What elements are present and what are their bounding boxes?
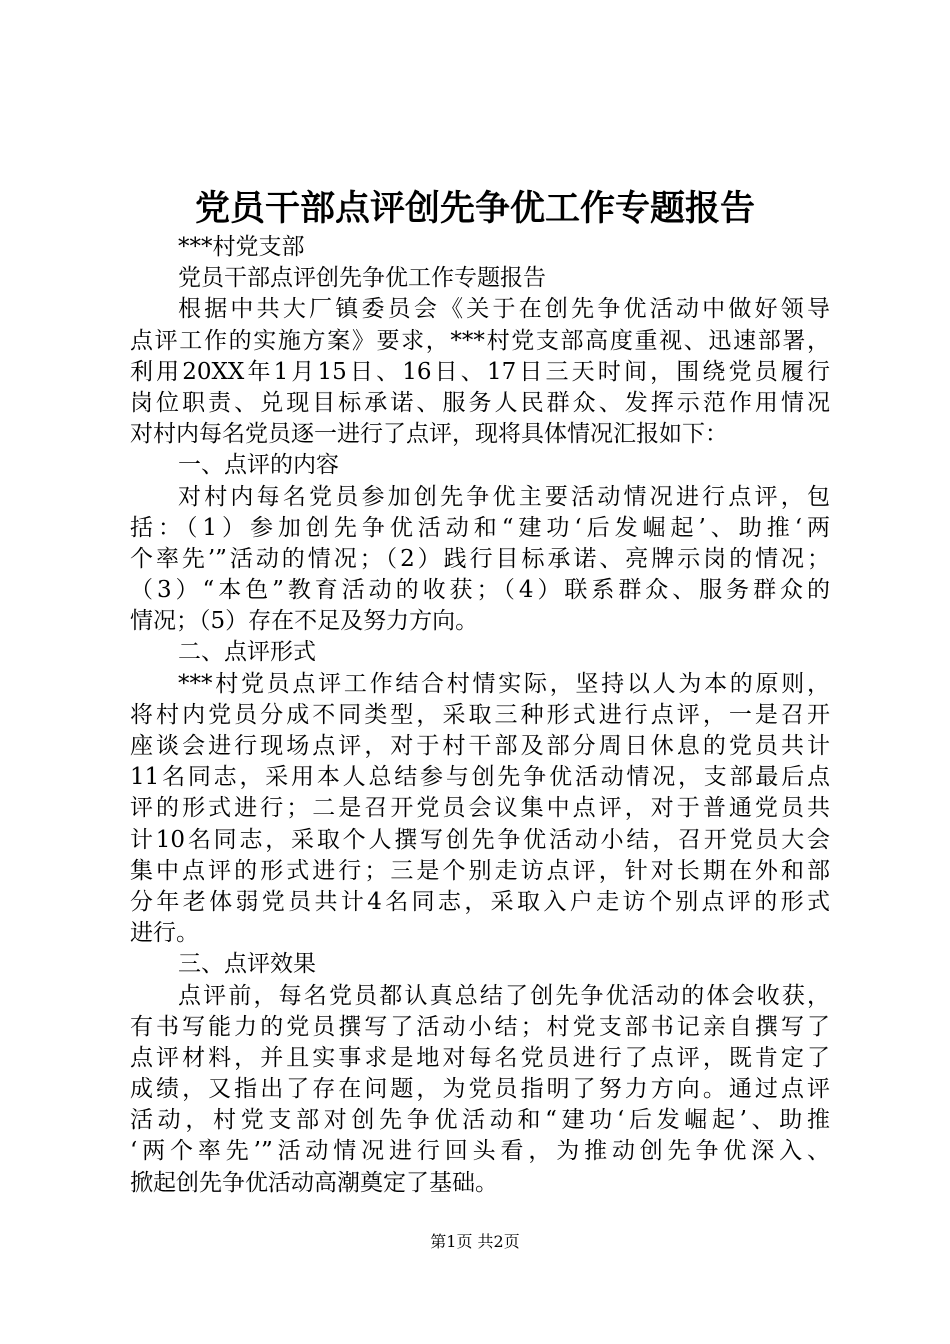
text-line: 进行。 [130, 920, 199, 947]
text-line: 集中点评的形式进行；三是个别走访点评，针对长期在外和部 [130, 857, 830, 884]
text-line: 点评工作的实施方案》要求，***村党支部高度重视、迅速部署， [130, 327, 830, 354]
text-line: 党员干部点评创先争优工作专题报告 [178, 265, 546, 292]
text-line: 成绩，又指出了存在问题，为党员指明了努力方向。通过点评 [130, 1076, 830, 1103]
subtitle [130, 263, 830, 294]
org-name [130, 232, 830, 263]
text-line: 评的形式进行；二是召开党员会议集中点评，对于普通党员共 [130, 795, 830, 822]
text-line: 点评材料，并且实事求是地对每名党员进行了点评，既肯定了 [130, 1044, 830, 1071]
text-line: 岗位职责、兑现目标承诺、服务人民群众、发挥示范作用情况 [130, 389, 830, 416]
section-heading-2 [130, 637, 830, 668]
section-heading-1 [130, 450, 830, 481]
text-line: 括：（1）参加创先争优活动和“建功‘后发崛起’、助推‘两 [130, 514, 830, 541]
text-line: ***村党支部 [178, 234, 305, 260]
text-line: 活动，村党支部对创先争优活动和“建功‘后发崛起’、助推 [130, 1107, 830, 1134]
text-line: ‘两个率先’”活动情况进行回头看，为推动创先争优深入、 [130, 1138, 830, 1165]
text-line: 三、点评效果 [178, 951, 316, 978]
text-line: 个率先’”活动的情况；（2）践行目标承诺、亮牌示岗的情况； [130, 545, 830, 572]
intro-paragraph [130, 294, 830, 450]
text-line: 掀起创先争优活动高潮奠定了基础。 [130, 1169, 498, 1196]
document-body [130, 232, 830, 1199]
text-line: 将村内党员分成不同类型，采取三种形式进行点评，一是召开 [130, 701, 830, 728]
text-line: 一、点评的内容 [178, 452, 339, 479]
section-heading-3 [130, 949, 830, 980]
text-line: 计10名同志，采取个人撰写创先争优活动小结，召开党员大会 [130, 826, 830, 853]
section-2-paragraph [130, 669, 830, 950]
text-line: 二、点评形式 [178, 639, 316, 666]
text-line: 利用20XX年1月15日、16日、17日三天时间，围绕党员履行 [130, 358, 830, 385]
text-line: （3）“本色”教育活动的收获；（4）联系群众、服务群众的 [130, 577, 830, 604]
text-line: 有书写能力的党员撰写了活动小结；村党支部书记亲自撰写了 [130, 1013, 830, 1040]
text-line: 根据中共大厂镇委员会《关于在创先争优活动中做好领导 [178, 296, 830, 323]
page-footer: 第1页 共2页 [430, 1232, 520, 1251]
text-line: ***村党员点评工作结合村情实际，坚持以人为本的原则， [178, 670, 830, 697]
text-line: 座谈会进行现场点评，对于村干部及部分周日休息的党员共计 [130, 733, 830, 759]
section-3-paragraph [130, 981, 830, 1199]
page-title: 党员干部点评创先争优工作专题报告 [194, 188, 755, 229]
text-line: 11名同志，采用本人总结参与创先争优活动情况，支部最后点 [130, 764, 830, 791]
text-line: 对村内每名党员参加创先争优主要活动情况进行点评，包 [178, 483, 830, 510]
section-1-paragraph [130, 482, 830, 638]
text-line: 分年老体弱党员共计4名同志，采取入户走访个别点评的形式 [130, 888, 830, 915]
text-line: 情况；（5）存在不足及努力方向。 [130, 608, 479, 635]
text-line: 对村内每名党员逐一进行了点评，现将具体情况汇报如下： [130, 421, 728, 448]
text-line: 点评前，每名党员都认真总结了创先争优活动的体会收获， [178, 982, 830, 1009]
